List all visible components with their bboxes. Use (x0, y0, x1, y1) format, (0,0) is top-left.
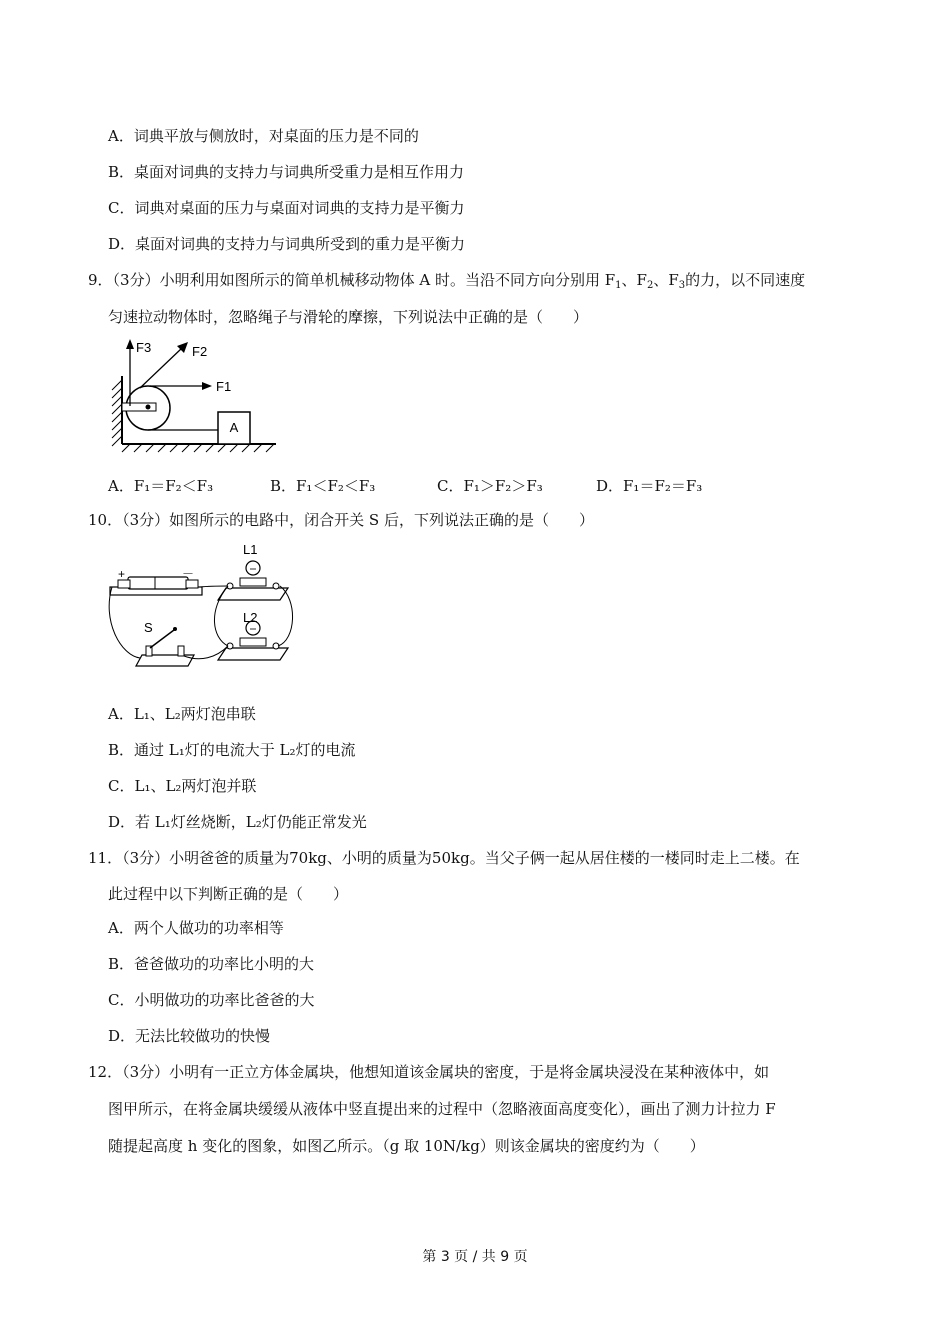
q10-option-c: C．L₁、L₂两灯泡并联 (108, 777, 257, 795)
q12-stem-line3: 随提起高度 h 变化的图象，如图乙所示。（g 取 10N/kg）则该金属块的密度约为（ ） (108, 1137, 705, 1155)
battery-minus-label: － (182, 567, 195, 581)
q10-stem: 10．（3分）如图所示的电路中，闭合开关 S 后，下列说法正确的是（ ） (88, 511, 594, 529)
q8-option-d: D．桌面对词典的支持力与词典所受到的重力是平衡力 (108, 235, 466, 253)
q10-option-d: D．若 L₁灯丝烧断，L₂灯仍能正常发光 (108, 813, 367, 831)
q11-option-a: A．两个人做功的功率相等 (108, 919, 284, 937)
q12-stem-line1: 12．（3分）小明有一正立方体金属块，他想知道该金属块的密度，于是将金属块浸没在某种液体中，如 (88, 1063, 770, 1081)
q10-circuit-figure (100, 540, 300, 675)
f1-label: F1 (216, 379, 232, 394)
q11-option-d: D．无法比较做功的快慢 (108, 1027, 271, 1045)
q11-option-b: B．爸爸做功的功率比小明的大 (108, 955, 315, 973)
switch-label: S (144, 620, 153, 635)
q12-stem-line2: 图甲所示，在将金属块缓缓从液体中竖直提出来的过程中（忽略液面高度变化），画出了测力计拉力 F (108, 1100, 776, 1118)
q9-pulley-figure (100, 336, 280, 456)
block-a-label: A (229, 420, 239, 435)
q8-option-c: C．词典对桌面的压力与桌面对词典的支持力是平衡力 (108, 199, 465, 217)
page-footer: 第 3 页 / 共 9 页 (422, 1249, 528, 1265)
q9-stem-line1: 9．（3分）小明利用如图所示的简单机械移动物体 A 时。当沿不同方向分别用 $F_1$、$F_2$、$F_3$的力，以不同速度 (88, 271, 806, 291)
q8-option-a: A．词典平放与侧放时，对桌面的压力是不同的 (108, 127, 419, 145)
q10-option-b: B．通过 L₁灯的电流大于 L₂灯的电流 (108, 741, 356, 759)
q11-option-c: C．小明做功的功率比爸爸的大 (108, 991, 315, 1009)
q8-option-b: B．桌面对词典的支持力与词典所受重力是相互作用力 (108, 163, 465, 181)
q10-option-a: A．L₁、L₂两灯泡串联 (108, 705, 256, 723)
f3-label: F3 (136, 340, 152, 355)
q11-stem-line2: 此过程中以下判断正确的是（ ） (108, 885, 349, 903)
q9-option-b: B．F₁＜F₂＜F₃ (270, 477, 376, 495)
q9-option-c: C．F₁＞F₂＞F₃ (437, 477, 543, 495)
q11-stem-line1: 11．（3分）小明爸爸的质量为70kg、小明的质量为50kg。当父子俩一起从居住楼的一楼同时走上二楼。在 (88, 849, 800, 867)
l1-label: L1 (243, 542, 258, 557)
f2-label: F2 (192, 344, 208, 359)
q9-option-d: D．F₁＝F₂＝F₃ (596, 477, 703, 495)
l2-label: L2 (243, 610, 258, 625)
q9-option-a: A．F₁＝F₂＜F₃ (108, 477, 214, 495)
q9-stem-line2: 匀速拉动物体时，忽略绳子与滑轮的摩擦，下列说法中正确的是（ ） (108, 308, 589, 326)
battery-plus-label: + (118, 567, 126, 581)
